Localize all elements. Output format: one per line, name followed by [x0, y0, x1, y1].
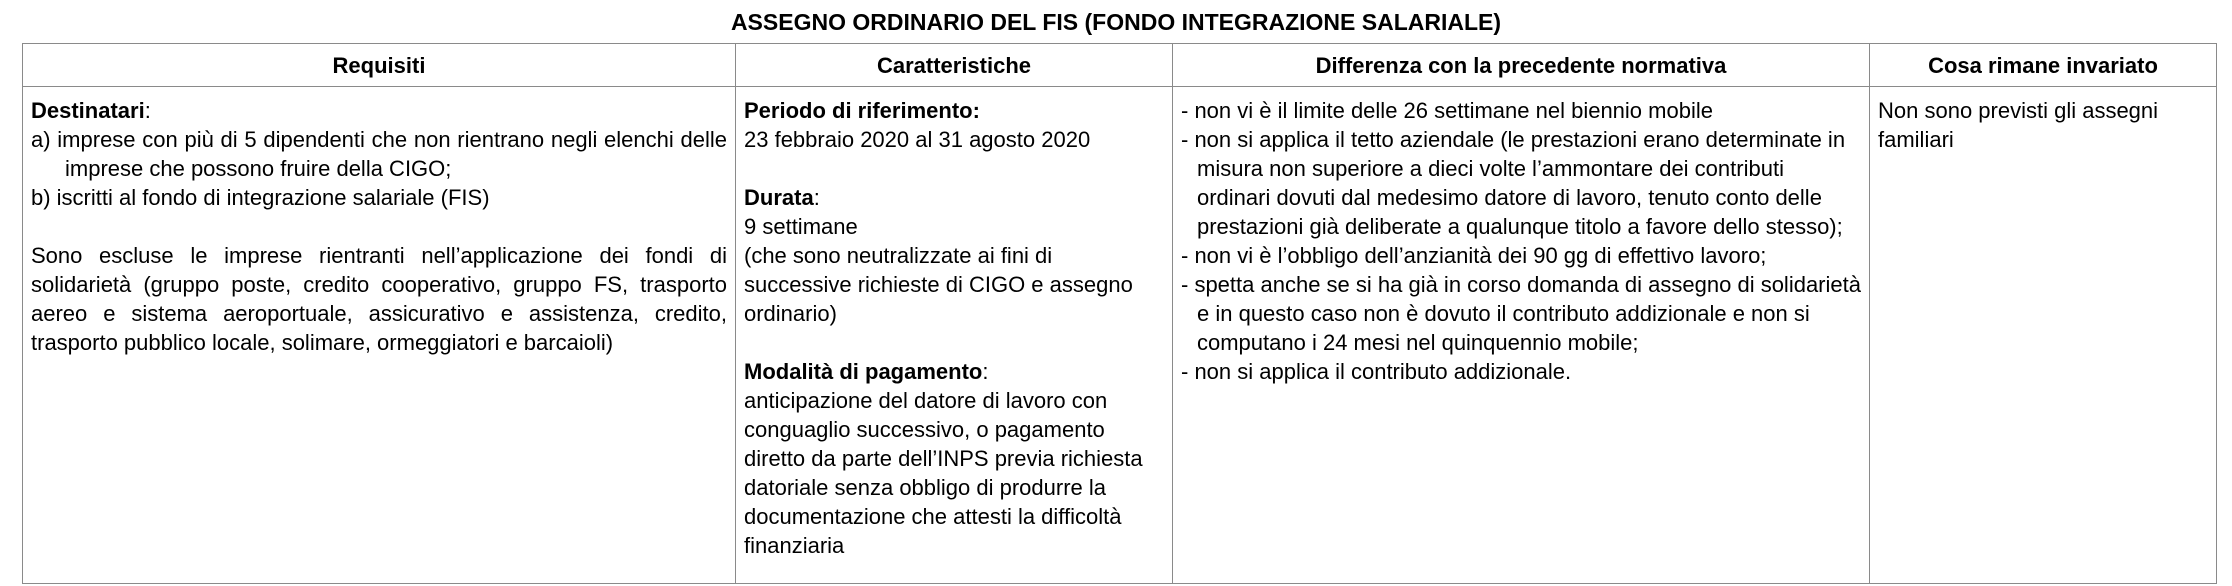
durata-label: Durata	[744, 185, 814, 210]
modalita-value: anticipazione del datore di lavoro con conguaglio successivo, o pagamento diretto da parte dell’INPS previa richiesta datoriale senza obbligo di produrre la documentazione che attesti la difficoltà finanziaria	[744, 388, 1143, 558]
invariato-text: Non sono previsti gli assegni familiari	[1878, 98, 2159, 152]
header-caratteristiche: Caratteristiche	[736, 44, 1173, 87]
modalita-label: Modalità di pagamento	[744, 359, 983, 384]
list-item: - non si applica il tetto aziendale (le prestazioni erano determinate in misura non superiore a dieci volte l’ammontare dei contributi ordinari dovuti dal medesimo datore di lavoro, tenuto conto delle prestazioni già deliberate a qualunque titolo a favore dello stesso);	[1181, 127, 1846, 239]
requirements-table	[22, 43, 2217, 584]
list-item: - spetta anche se si ha già in corso domanda di assegno di solidarietà e in questo caso non è dovuto il contributo addizionale e non si computano i 24 mesi nel quinquennio mobile;	[1181, 272, 1861, 355]
list-item: - non si applica il contributo addizionale.	[1181, 359, 1572, 384]
periodo-label: Periodo di riferimento:	[744, 98, 980, 123]
header-requisiti: Requisiti	[23, 44, 736, 87]
destinatari-item-b: b) iscritti al fondo di integrazione salariale (FIS)	[31, 185, 490, 210]
differenza-list	[1181, 96, 1861, 386]
durata-colon: :	[813, 185, 820, 210]
destinatari-heading	[31, 96, 727, 125]
document-title: ASSEGNO ORDINARIO DEL FIS (FONDO INTEGRAZIONE SALARIALE)	[730, 9, 1502, 35]
header-invariato: Cosa rimane invariato	[1870, 44, 2217, 87]
cell-differenza	[1173, 87, 1870, 584]
modalita-colon: :	[982, 359, 989, 384]
list-item: - non vi è il limite delle 26 settimane nel biennio mobile	[1181, 98, 1713, 123]
table-header-row	[23, 44, 2217, 87]
cell-invariato	[1870, 87, 2217, 584]
durata-value: 9 settimane	[744, 214, 858, 239]
destinatari-colon: :	[144, 98, 151, 123]
cell-requisiti	[23, 87, 736, 584]
header-differenza: Differenza con la precedente normativa	[1173, 44, 1870, 87]
durata-note: (che sono neutralizzate ai fini di successive richieste di CIGO e assegno ordinario)	[744, 243, 1133, 326]
destinatari-label: Destinatari	[31, 98, 145, 123]
durata-heading	[744, 183, 1164, 212]
table-row	[23, 87, 2217, 584]
periodo-value: 23 febbraio 2020 al 31 agosto 2020	[744, 127, 1091, 152]
escluse-paragraph: Sono escluse le imprese rientranti nell’applicazione dei fondi di solidarietà (gruppo poste, credito cooperativo, gruppo FS, trasporto aereo e sistema aeroportuale, assicurativo e assistenza, credito, trasporto pubblico locale, solimare, ormeggiatori e barcaioli)	[31, 243, 727, 355]
list-item: - non vi è l’obbligo dell’anzianità dei 90 gg di effettivo lavoro;	[1181, 243, 1767, 268]
modalita-heading	[744, 357, 1164, 386]
cell-caratteristiche	[736, 87, 1173, 584]
destinatari-item-a: a) imprese con più di 5 dipendenti che non rientrano negli elenchi delle imprese che possono fruire della CIGO;	[31, 127, 727, 181]
